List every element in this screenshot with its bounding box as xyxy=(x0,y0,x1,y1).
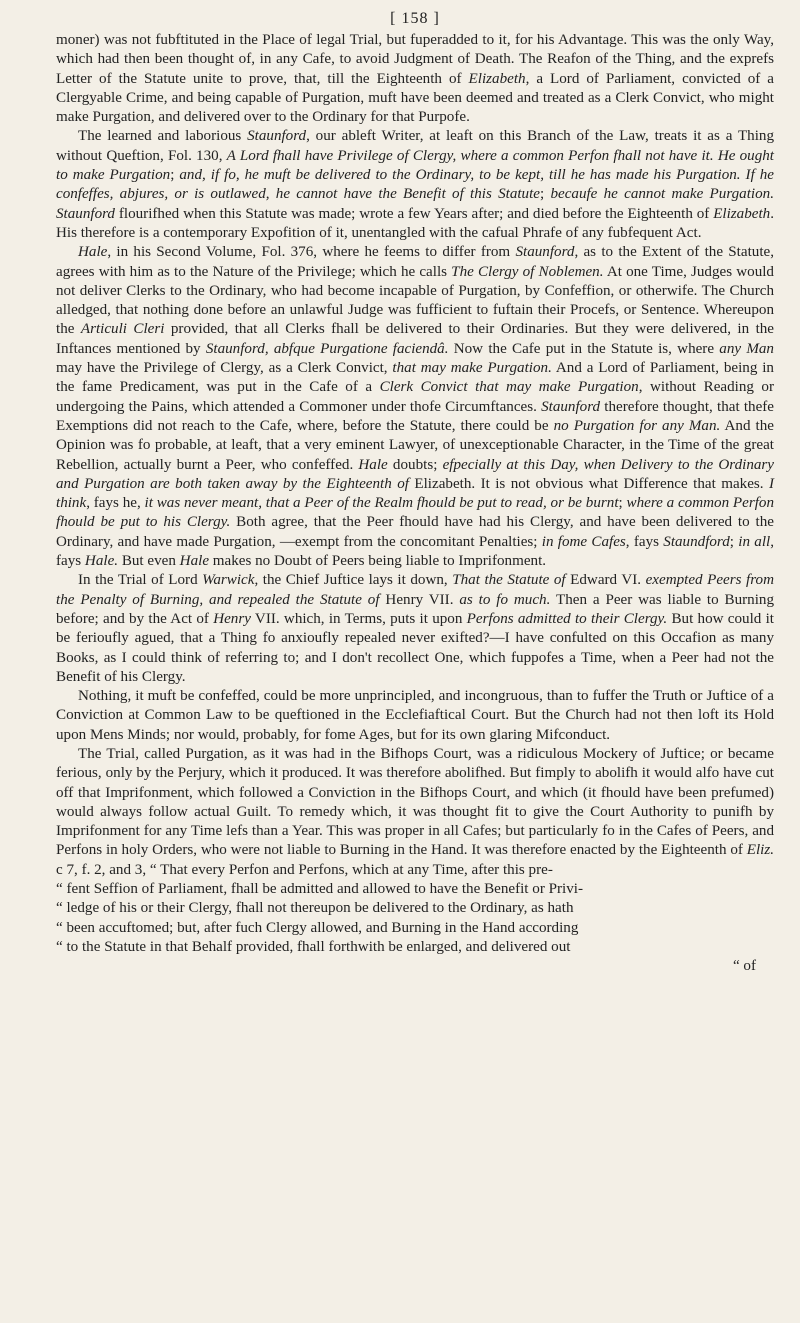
italic-run: That the Statute of xyxy=(452,572,566,589)
text-run: At one Time, Judges would not deliver Clerks to the Ordinary, who had become incapable of Purgation, by Confeffion, or otherwife. The Church alledged, that nothing done before an unlawful Judge was fufficient to fuftain their Procefs, or Sentence. Whereupon the xyxy=(56,263,774,338)
text-run: c 7, f. 2, and 3, “ That every Perfon and Perfons, which at any Time, after this pre- xyxy=(56,861,553,878)
text-run: And the Opinion was fo probable, at leaft, that a very eminent Lawyer, of unexceptionable Character, in the Time of the great Rebellion, actually burnt a Peer, who confeffed. xyxy=(56,417,774,473)
text-run: therefore thought, that thefe Exemptions did not reach to the Cafe, where, before the Statute, there could be xyxy=(56,398,774,434)
quoted-statute-line xyxy=(56,880,774,899)
italic-run: it was never meant, that a Peer of the Realm fhould be put to read, or be burnt xyxy=(144,495,619,512)
text-run: doubts; xyxy=(387,456,443,473)
quoted-statute-line xyxy=(56,938,774,957)
text-run: And a Lord of Parliament, being in the fame Predicament, was put in the Cafe of a xyxy=(56,360,774,396)
italic-run: Staundford xyxy=(663,533,730,550)
text-run: , without Reading or undergoing the Pains, which attended a Commoner under thofe Circumftances. xyxy=(56,379,775,415)
italic-run: Staunford, abfque Purgatione faciendâ. xyxy=(205,340,449,357)
text-run: Henry VII. xyxy=(379,591,460,608)
italic-run: no Purgation for any Man. xyxy=(553,417,721,434)
italic-run: in fome Cafes xyxy=(541,533,626,550)
text-run: , our ableft Writer, at leaft on this Branch of the Law, treats it as a Thing without Queftion, Fol. 130, xyxy=(56,128,774,164)
text-run: Both agree, that the Peer fhould have had his Clergy, and have been delivered to the Ordinary, and have made Purgation, —exempt from the concomitant Penalties; xyxy=(56,514,774,550)
italic-run: Elizabeth xyxy=(713,205,771,222)
text-run: In the Trial of Lord xyxy=(78,572,203,589)
text-run: moner) was not fubftituted in the Place of legal Trial, but fuperadded to it, for his Advantage. This was the only Way, which had then been thought of, in any Cafe, to avoid Judgment of Death. The Reafon of the Thing, and the exprefs Letter of the Statute unite to prove, that, till the Eighteenth of xyxy=(56,32,774,87)
italic-run: that may make Purgation. xyxy=(392,360,552,377)
italic-run: Hale xyxy=(358,456,388,473)
quoted-statute-line xyxy=(56,919,774,938)
text-run: , fays he, xyxy=(86,495,145,512)
italic-run: Warwick xyxy=(202,572,255,589)
paragraph xyxy=(56,243,774,571)
italic-run: Henry xyxy=(213,610,251,627)
italic-run: Articuli Cleri xyxy=(80,321,165,338)
italic-run: The Clergy of Noblemen. xyxy=(451,263,604,280)
italic-run: Eliz. xyxy=(746,842,774,859)
text-run: Edward VI. xyxy=(565,572,646,589)
text-run: The Trial, called Purgation, as it was had in the Bifhops Court, was a ridiculous Mockery of Juftice; or became ferious, only by the Perjury, which it produced. It was therefore abolifhed. But fimply to abolifh it would alfo have cut off that Imprifonment, which followed a Conviction in the Bifhops Court, and which (it fhould have been prefumed) would always follow actual Guilt. To remedy which, it was thought fit to give the Court Authority to punifh by Imprifonment for any Time lefs than a Year. This was proper in all Cafes; but particularly fo in the Cafes of Peers, and Perfons in holy Orders, who were not liable to Burning in the Hand. It was therefore enacted by the Eighteenth of xyxy=(56,745,774,859)
text-run: . His therefore is a contemporary Expofition of it, unentangled with the cafual Phrafe of any fubfequent Act. xyxy=(56,205,774,241)
text-run: may have the Privilege of Clergy, as a Clerk Convict, xyxy=(56,360,393,377)
text-run: , as to the Extent of the Statute, agrees with him as to the Nature of the Privilege; which he calls xyxy=(56,244,774,280)
italic-run: Hale. xyxy=(84,553,119,570)
italic-run: in all xyxy=(738,533,771,550)
text-run: ; xyxy=(170,167,180,184)
italic-run: as to fo much. xyxy=(459,591,551,608)
italic-run: exempted Peers from the Penalty of Burning, and repealed the Statute of xyxy=(56,572,774,608)
text-run: Elizabeth. It is not obvious what Difference that makes. xyxy=(408,475,769,492)
italic-run: where a common Perfon fhould be put to his Clergy. xyxy=(56,495,775,531)
italic-run: efpecially at this Day, when Delivery to the Ordinary and Purgation are both taken away by the Eighteenth of xyxy=(56,456,774,492)
italic-run: A Lord fhall have Privilege of Clergy, where a common Perfon fhall not have it. He ought to make Purgation xyxy=(56,147,774,184)
italic-run: I think xyxy=(56,475,774,512)
text-run: “ ledge of his or their Clergy, fhall not thereupon be delivered to the Ordinary, as hath xyxy=(56,900,574,917)
text-run: Nothing, it muft be confeffed, could be more unprincipled, and incongruous, than to fuffer the Truth or Juftice of a Conviction at Common Law to be queftioned in the Ecclefiaftical Court. But the Church had not then loft its Hold upon Mens Minds; nor would, probably, for fome Ages, but for its own glaring Mifconduct. xyxy=(56,688,774,743)
italic-run: Perfons admitted to their Clergy. xyxy=(466,610,668,627)
page-number: [ 158 ] xyxy=(390,10,440,27)
text-run: Then a Peer was liable to Burning before; and by the Act of xyxy=(56,591,774,627)
paragraph xyxy=(56,745,774,880)
text-run: , in his Second Volume, Fol. 376, where he feems to differ from xyxy=(107,244,516,261)
text-run: , fays xyxy=(56,533,774,570)
text-run: The learned and laborious xyxy=(78,128,248,145)
italic-run: Elizabeth xyxy=(468,70,526,87)
text-run: “ fent Seffion of Parliament, fhall be admitted and allowed to have the Benefit or Privi- xyxy=(56,881,584,898)
text-run: flourifhed when this Statute was made; wrote a few Years after; and died before the Eighteenth of xyxy=(114,205,714,222)
text-run: But how could it be ferioufly agued, that a Thing fo anxioufly repealed never exifted?—I have confulted on this Occafion as many Books, as I could think of referring to; and I don't recollect One, which fuppofes a Time, when a Peer had not the Benefit of his Clergy. xyxy=(56,610,774,685)
text-run: ; xyxy=(618,495,627,512)
paragraph xyxy=(56,127,774,243)
italic-run: Hale xyxy=(179,553,210,570)
quoted-statute-line xyxy=(56,899,774,918)
italic-run: Hale xyxy=(78,244,108,261)
text-run: ; xyxy=(540,186,551,203)
italic-run: Clerk Convict that may make Purgation xyxy=(379,379,639,396)
italic-run: Staunford xyxy=(247,128,307,145)
text-run: Now the Cafe put in the Statute is, where xyxy=(448,340,720,357)
text-run: But even xyxy=(118,553,180,570)
text-run: , a Lord of Parliament, convicted of a Clergyable Crime, and being capable of Purgation, muft have been deemed and treated as a Clerk Convict, who might make Purgation, and delivered over to the Ordinary for that Purpofe. xyxy=(56,70,775,126)
paragraph xyxy=(56,571,774,687)
paragraph xyxy=(56,687,774,745)
body-text xyxy=(56,31,774,957)
text-run: ; xyxy=(729,533,739,550)
text-run: , the Chief Juftice lays it down, xyxy=(254,572,453,589)
italic-run: becaufe he cannot make Purgation. Staunford xyxy=(56,186,774,222)
text-run: “ to the Statute in that Behalf provided, fhall forthwith be enlarged, and delivered out xyxy=(56,938,571,955)
text-run: VII. which, in Terms, puts it upon xyxy=(250,610,467,627)
italic-run: Staunford xyxy=(541,398,601,415)
text-run: “ been accuftomed; but, after fuch Clergy allowed, and Burning in the Hand according xyxy=(56,919,579,936)
text-run: provided, that all Clerks fhall be delivered to their Ordinaries. But they were delivered, in the Inftances mentioned by xyxy=(56,321,775,357)
italic-run: any Man xyxy=(719,340,774,357)
paragraph xyxy=(56,31,774,127)
text-run: makes no Doubt of Peers being liable to Imprifonment. xyxy=(209,553,547,570)
italic-run: Staunford xyxy=(515,244,575,261)
catchword: “ of xyxy=(732,958,756,975)
italic-run: and, if fo, he muft be delivered to the Ordinary, to be kept, till he has made his Purgation. If he confeffes, abjures, or is outlawed, he cannot have the Benefit of this Statute xyxy=(56,167,774,203)
text-run: , fays xyxy=(625,533,664,550)
